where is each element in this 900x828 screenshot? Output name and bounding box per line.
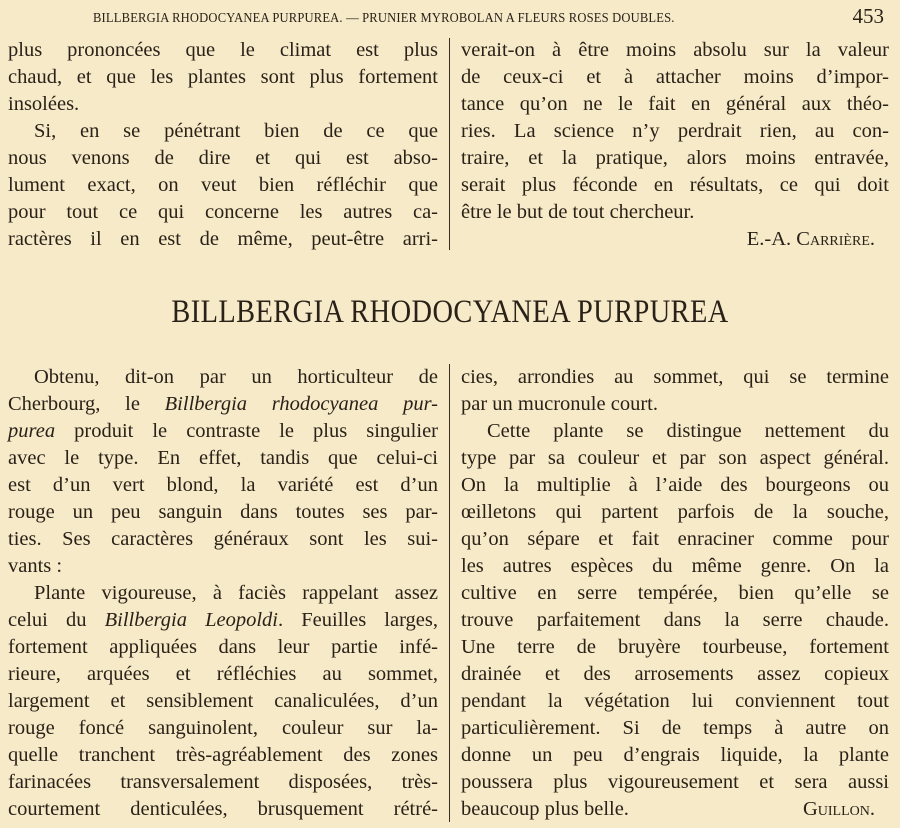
text-line xyxy=(461,172,889,199)
text-line xyxy=(8,64,438,91)
text-line xyxy=(8,526,438,553)
text-segment: vants : xyxy=(8,555,63,577)
text-segment: quelle tranchent très-agréablement des zones xyxy=(8,744,438,766)
text-segment: particulièrement. Si de temps à autre on xyxy=(461,717,889,739)
text-segment: Si, en se pénétrant bien de ce que xyxy=(34,120,438,142)
text-segment: lument exact, on veut bien réfléchir que xyxy=(8,174,438,196)
page-number: 453 xyxy=(852,4,884,28)
text-line xyxy=(461,661,889,688)
text-line xyxy=(461,742,889,769)
text-segment: être le but de tout chercheur. xyxy=(461,201,695,223)
text-segment: largement et sensiblement canaliculées, d’un xyxy=(8,690,438,712)
text-line xyxy=(461,607,889,634)
text-segment: Cherbourg, le xyxy=(8,393,165,415)
text-line xyxy=(8,199,438,226)
text-line xyxy=(8,742,438,769)
text-line xyxy=(8,226,438,253)
text-segment: rouge un peu sanguin dans toutes ses par- xyxy=(8,501,438,523)
text-segment: celui du xyxy=(8,609,105,631)
author-signature: Guillon. xyxy=(802,798,875,820)
text-segment: . Feuilles larges, xyxy=(278,609,438,631)
text-segment: Obtenu, dit-on par un horticulteur de xyxy=(34,366,438,388)
text-line xyxy=(8,145,438,172)
text-segment: chaud, et que les plantes sont plus fortement xyxy=(8,66,438,88)
text-line xyxy=(8,580,438,607)
text-segment: verait-on à être moins absolu sur la valeur xyxy=(461,39,889,61)
text-segment: cies, arrondies au sommet, qui se termine xyxy=(461,366,889,388)
text-segment: est d’un vert blond, la variété est d’un xyxy=(8,474,438,496)
text-line xyxy=(8,418,438,445)
text-segment: pour tout ce qui concerne les autres ca- xyxy=(8,201,438,223)
text-line xyxy=(8,661,438,688)
text-line xyxy=(8,172,438,199)
italic-species-name: purea xyxy=(8,420,56,442)
article-title-text: BILLBERGIA RHODOCYANEA PURPUREA xyxy=(171,294,729,330)
text-line xyxy=(461,796,889,823)
text-line xyxy=(461,145,889,172)
running-header xyxy=(0,4,890,28)
text-segment-group xyxy=(461,796,629,823)
article-title xyxy=(0,294,900,331)
text-segment: insolées. xyxy=(8,93,80,115)
text-line xyxy=(461,580,889,607)
text-line xyxy=(461,418,889,445)
text-segment: rieure, arquées et réfléchies au sommet, xyxy=(8,663,438,685)
text-line xyxy=(461,472,889,499)
author-signature xyxy=(461,226,889,253)
text-line xyxy=(461,445,889,472)
text-segment: Cette plante se distingue nettement du xyxy=(487,420,889,442)
text-segment: cultive en serre tempérée, bien qu’elle se xyxy=(461,582,889,604)
text-segment: par un mucronule court. xyxy=(461,393,658,415)
text-line xyxy=(8,499,438,526)
text-segment: ries. La science n’y perdrait rien, au con- xyxy=(461,120,889,142)
text-segment: ties. Ses caractères généraux sont les sui- xyxy=(8,528,438,550)
text-line xyxy=(461,769,889,796)
text-line xyxy=(8,37,438,64)
text-line xyxy=(461,715,889,742)
text-line xyxy=(461,118,889,145)
text-segment: poussera plus vigoureusement et sera aussi xyxy=(461,771,889,793)
text-line xyxy=(8,364,438,391)
text-segment: On la multiplie à l’aide des bourgeons ou xyxy=(461,474,889,496)
text-segment: trouve parfaitement dans la serre chaude. xyxy=(461,609,889,631)
text-segment: E.-A. Carrière. xyxy=(746,228,875,250)
text-segment: nous venons de dire et qui est abso- xyxy=(8,147,438,169)
text-line xyxy=(8,796,438,823)
text-line xyxy=(8,118,438,145)
text-line xyxy=(8,445,438,472)
text-segment: œilletons qui partent parfois de la souche, xyxy=(461,501,889,523)
text-segment: Une terre de bruyère tourbeuse, fortement xyxy=(461,636,889,658)
text-segment: Plante vigoureuse, à faciès rappelant assez xyxy=(34,582,438,604)
text-line xyxy=(461,364,889,391)
text-segment: de ceux-ci et à attacher moins d’impor- xyxy=(461,66,889,88)
italic-species-name: Billbergia rhodocyanea pur- xyxy=(164,393,438,415)
text-segment: fortement appliquées dans leur partie infé- xyxy=(8,636,438,658)
text-line xyxy=(461,499,889,526)
text-line xyxy=(461,91,889,118)
text-line xyxy=(461,634,889,661)
text-line xyxy=(461,688,889,715)
text-line xyxy=(461,64,889,91)
text-line xyxy=(8,715,438,742)
text-segment: les autres espèces du même genre. On la xyxy=(461,555,889,577)
text-line xyxy=(461,391,889,418)
text-segment: drainée et des arrosements assez copieux xyxy=(461,663,889,685)
text-segment: traire, et la pratique, alors moins entravée, xyxy=(461,147,889,169)
text-segment: avec le type. En effet, tandis que celui-ci xyxy=(8,447,438,469)
text-segment: ractères il en est de même, peut-être arri- xyxy=(8,228,438,250)
text-line xyxy=(8,688,438,715)
text-line xyxy=(8,391,438,418)
text-line xyxy=(8,769,438,796)
text-line xyxy=(8,553,438,580)
text-segment: pendant la végétation lui conviennent tout xyxy=(461,690,889,712)
text-segment: tance qu’on ne le fait en général aux théo- xyxy=(461,93,889,115)
text-line xyxy=(8,91,438,118)
column-divider-article xyxy=(449,364,450,822)
text-segment: farinacées transversalement disposées, très- xyxy=(8,771,438,793)
italic-species-name: Billbergia Leopoldi xyxy=(104,609,278,631)
text-segment: beaucoup plus belle. xyxy=(461,798,629,820)
text-line xyxy=(461,199,889,226)
text-segment: rouge foncé sanguinolent, couleur sur la- xyxy=(8,717,438,739)
text-segment: plus prononcées que le climat est plus xyxy=(8,39,438,61)
text-line xyxy=(8,607,438,634)
text-segment: qu’on sépare et fait enraciner comme pour xyxy=(461,528,889,550)
text-line xyxy=(461,37,889,64)
column-divider-top xyxy=(449,38,450,250)
text-segment: serait plus féconde en résultats, ce qui doit xyxy=(461,174,889,196)
text-line xyxy=(461,553,889,580)
text-line xyxy=(8,472,438,499)
text-segment: type par sa couleur et par son aspect général. xyxy=(461,447,889,469)
text-segment: courtement denticulées, brusquement rétré- xyxy=(8,798,438,820)
text-line xyxy=(461,526,889,553)
text-segment: donne un peu d’engrais liquide, la plante xyxy=(461,744,889,766)
text-segment: produit le contraste le plus singulier xyxy=(55,420,438,442)
running-title: BILLBERGIA RHODOCYANEA PURPUREA. — PRUNIER MYROBOLAN A FLEURS ROSES DOUBLES. xyxy=(93,10,675,25)
text-line xyxy=(8,634,438,661)
